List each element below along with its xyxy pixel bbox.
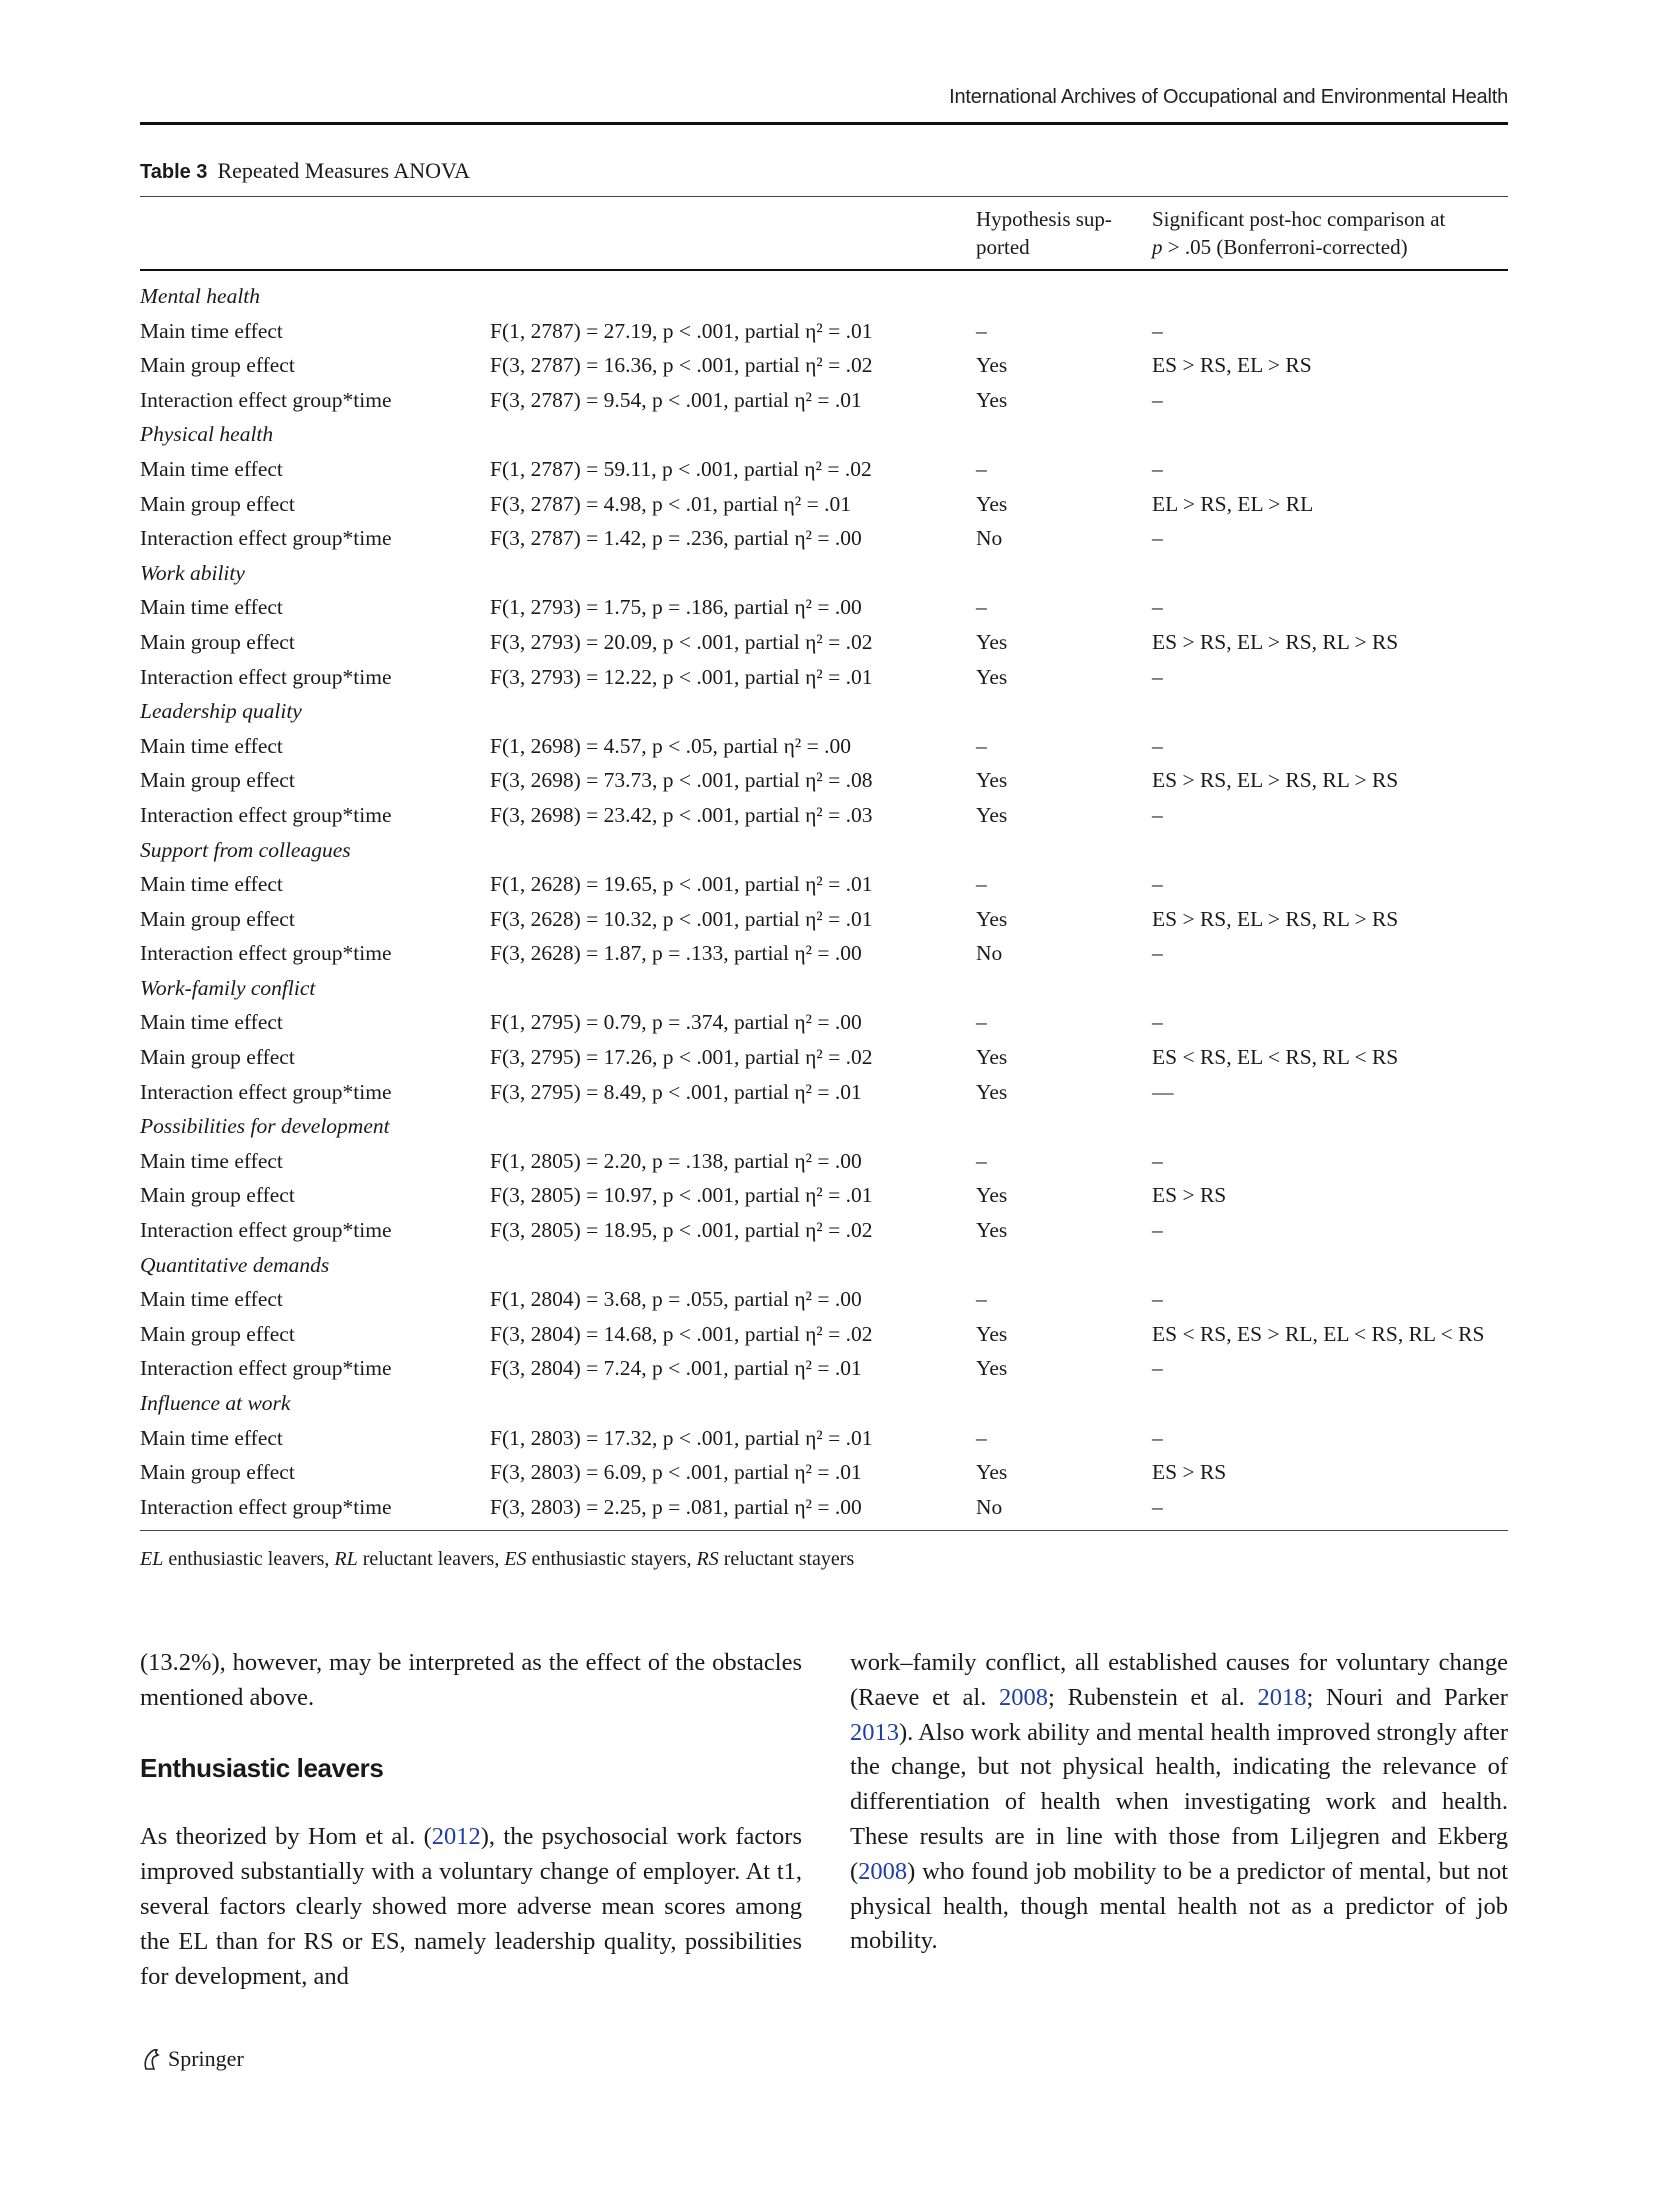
cell-statistic: F(3, 2787) = 16.36, p < .001, partial η² = .02 [490,353,873,378]
cell-posthoc: – [1152,1425,1163,1450]
cell-hypothesis: Yes [976,1321,1008,1346]
cell-posthoc: – [1152,941,1163,966]
table-header [140,197,1508,269]
table-row [140,348,1508,383]
cell-effect: Main group effect [140,768,295,793]
cell-posthoc: – [1152,1287,1163,1312]
cell-effect: Main time effect [140,318,283,343]
cell-posthoc: – [1152,1010,1163,1035]
cell-variable: Leadership quality [140,699,302,724]
cell-hypothesis: No [976,526,1003,551]
cell-statistic: F(3, 2793) = 12.22, p < .001, partial η² = .01 [490,664,873,689]
cell-posthoc: ES > RS, EL > RS, RL > RS [1152,906,1399,931]
col-header-posthoc [1152,205,1508,261]
citation-link[interactable]: 2012 [431,1823,481,1851]
cell-variable: Physical health [140,422,274,447]
abbreviation-definition: enthusiastic leavers, [163,1548,335,1570]
right-column [850,1646,1508,1959]
cell-hypothesis: No [976,941,1003,966]
cell-posthoc: – [1152,526,1163,551]
cell-hypothesis: Yes [976,491,1008,516]
table-label: Table 3 [140,161,208,183]
cell-effect: Main group effect [140,1321,295,1346]
cell-hypothesis: No [976,1494,1003,1519]
table-row [140,660,1508,695]
cell-statistic: F(1, 2787) = 59.11, p < .001, partial η² = .02 [490,456,872,481]
abbreviation: ES [504,1548,527,1570]
cell-effect: Main time effect [140,456,283,481]
cell-statistic: F(1, 2628) = 19.65, p < .001, partial η² = .01 [490,872,873,897]
citation-link[interactable]: 2018 [1257,1683,1307,1711]
table-row [140,1317,1508,1352]
paragraph: (13.2%), however, may be interpreted as the effect of the obstacles mentioned above. [140,1649,802,1711]
cell-statistic: F(3, 2787) = 9.54, p < .001, partial η² = .01 [490,387,862,412]
citation-link[interactable]: 2008 [999,1683,1049,1711]
cell-effect: Main group effect [140,629,295,654]
table-row [140,1178,1508,1213]
table-section-row [140,417,1508,452]
cell-hypothesis: – [976,595,987,620]
table-row [140,902,1508,937]
table-row [140,936,1508,971]
cell-statistic: F(1, 2803) = 17.32, p < .001, partial η² = .01 [490,1425,873,1450]
cell-variable: Support from colleagues [140,837,351,862]
cell-effect: Interaction effect group*time [140,802,392,827]
cell-statistic: F(3, 2795) = 8.49, p < .001, partial η² = .01 [490,1079,862,1104]
cell-variable: Work-family conflict [140,975,316,1000]
cell-hypothesis: Yes [976,906,1008,931]
cell-effect: Main time effect [140,1425,283,1450]
cell-statistic: F(3, 2803) = 6.09, p < .001, partial η² = .01 [490,1460,862,1485]
cell-posthoc: ES > RS, EL > RS, RL > RS [1152,768,1399,793]
cell-effect: Interaction effect group*time [140,1079,392,1104]
abbreviation: EL [140,1548,164,1570]
table-section-row [140,556,1508,591]
cell-posthoc: – [1152,1148,1163,1173]
cell-effect: Interaction effect group*time [140,941,392,966]
cell-hypothesis: Yes [976,664,1008,689]
cell-hypothesis: – [976,1148,987,1173]
table-row [140,798,1508,833]
cell-statistic: F(3, 2804) = 14.68, p < .001, partial η² = .02 [490,1321,873,1346]
cell-posthoc: – [1152,802,1163,827]
table-row [140,1040,1508,1075]
cell-effect: Main group effect [140,1045,295,1070]
abbreviation-definition: reluctant stayers [718,1548,855,1570]
cell-posthoc: ES < RS, ES > RL, EL < RS, RL < RS [1152,1321,1485,1346]
cell-posthoc: – [1152,595,1163,620]
abbreviation-definition: enthusiastic stayers, [526,1548,697,1570]
table-row [140,314,1508,349]
table-caption [140,158,470,184]
cell-effect: Main time effect [140,872,283,897]
paragraph: As theorized by Hom et al. (2012), the psychosocial work factors improved substantially with a voluntary change of employer. At t1, several factors clearly showed more adverse mean scores among the EL than for RS or ES, namely leadership quality, possibilities for development, and [140,1823,802,1990]
cell-effect: Interaction effect group*time [140,1494,392,1519]
cell-posthoc: – [1152,872,1163,897]
table-section-row [140,1109,1508,1144]
abbreviation-definition: reluctant leavers, [357,1548,505,1570]
cell-effect: Interaction effect group*time [140,526,392,551]
table-row [140,383,1508,418]
cell-hypothesis: Yes [976,802,1008,827]
publisher-name: Springer [168,2046,244,2071]
cell-statistic: F(3, 2805) = 18.95, p < .001, partial η² = .02 [490,1218,873,1243]
table-row [140,1282,1508,1317]
table-row [140,590,1508,625]
cell-hypothesis: Yes [976,768,1008,793]
cell-statistic: F(3, 2787) = 1.42, p = .236, partial η² = .00 [490,526,862,551]
cell-hypothesis: Yes [976,353,1008,378]
cell-hypothesis: Yes [976,629,1008,654]
table-section-row [140,694,1508,729]
cell-posthoc: – [1152,664,1163,689]
table-row [140,452,1508,487]
cell-effect: Main group effect [140,491,295,516]
cell-effect: Main time effect [140,595,283,620]
cell-hypothesis: – [976,1010,987,1035]
cell-posthoc: – [1152,387,1163,412]
cell-statistic: F(1, 2698) = 4.57, p < .05, partial η² = .00 [490,733,852,758]
table-section-row [140,1386,1508,1421]
cell-effect: Main time effect [140,733,283,758]
cell-hypothesis: Yes [976,1356,1008,1381]
cell-statistic: F(3, 2628) = 1.87, p = .133, partial η² = .00 [490,941,862,966]
cell-posthoc: – [1152,733,1163,758]
cell-hypothesis: Yes [976,387,1008,412]
table-row [140,867,1508,902]
table-bottom-rule [140,1530,1508,1531]
cell-effect: Main group effect [140,353,295,378]
table-row [140,1455,1508,1490]
cell-hypothesis: – [976,733,987,758]
table-row [140,1213,1508,1248]
cell-effect: Main time effect [140,1148,283,1173]
abbreviation: RS [696,1548,719,1570]
cell-statistic: F(1, 2787) = 27.19, p < .001, partial η² = .01 [490,318,873,343]
cell-effect: Interaction effect group*time [140,1356,392,1381]
table-section-row [140,833,1508,868]
cell-effect: Main time effect [140,1287,283,1312]
table-row [140,763,1508,798]
cell-variable: Mental health [140,284,261,308]
cell-effect: Interaction effect group*time [140,387,392,412]
table-row [140,521,1508,556]
table-title: Repeated Measures ANOVA [217,158,470,183]
cell-effect: Main group effect [140,1183,295,1208]
cell-posthoc: ES > RS [1152,1183,1227,1208]
cell-effect: Interaction effect group*time [140,664,392,689]
cell-hypothesis: Yes [976,1079,1008,1104]
cell-effect: Main group effect [140,906,295,931]
cell-posthoc: – [1152,1356,1163,1381]
table-row [140,1075,1508,1110]
table-row [140,1421,1508,1456]
left-column [140,1646,802,1994]
cell-posthoc: EL > RS, EL > RL [1152,491,1314,516]
table-row [140,487,1508,522]
table-row [140,1144,1508,1179]
cell-statistic: F(3, 2804) = 7.24, p < .001, partial η² = .01 [490,1356,862,1381]
table-section-row [140,279,1508,314]
cell-posthoc: – [1152,318,1163,343]
cell-variable: Possibilities for development [140,1114,390,1139]
cell-statistic: F(1, 2804) = 3.68, p = .055, partial η² = .00 [490,1287,862,1312]
cell-effect: Main group effect [140,1460,295,1485]
posthoc-header-rest: > .05 (Bonferroni-corrected) [1162,235,1408,259]
cell-posthoc: – [1152,1494,1163,1519]
cell-statistic: F(3, 2793) = 20.09, p < .001, partial η² = .02 [490,629,873,654]
cell-hypothesis: – [976,456,987,481]
cell-hypothesis: – [976,318,987,343]
cell-hypothesis: Yes [976,1460,1008,1485]
cell-hypothesis: Yes [976,1218,1008,1243]
paragraph: work–family conflict, all established causes for voluntary change (Raeve et al. 2008; Rubenstein et al. 2018; Nouri and Parker 2013). Also work ability and mental health improved strongly after the change, but not physical health, indicating the relevance of differentiation of health when investigating work and health. These results are in line with those from Liljegren and Ekberg (2008) who found job mobility to be a predictor of mental, but not physical health, though mental health not as a predictor of job mobility. [850,1649,1508,1955]
cell-posthoc: ES > RS, EL > RS, RL > RS [1152,629,1399,654]
cell-statistic: F(1, 2795) = 0.79, p = .374, partial η² = .00 [490,1010,862,1035]
cell-statistic: F(3, 2803) = 2.25, p = .081, partial η² = .00 [490,1494,862,1519]
cell-posthoc: ES < RS, EL < RS, RL < RS [1152,1045,1399,1070]
cell-statistic: F(3, 2805) = 10.97, p < .001, partial η² = .01 [490,1183,873,1208]
journal-title: International Archives of Occupational and Environmental Health [949,86,1508,108]
posthoc-header-line1: Significant post-hoc comparison at [1152,207,1446,231]
cell-statistic: F(3, 2628) = 10.32, p < .001, partial η² = .01 [490,906,873,931]
cell-posthoc: – [1152,456,1163,481]
cell-posthoc: – [1152,1218,1163,1243]
table-row [140,1005,1508,1040]
cell-statistic: F(3, 2795) = 17.26, p < .001, partial η² = .02 [490,1045,873,1070]
cell-posthoc: ES > RS, EL > RS [1152,353,1312,378]
table-footnote [140,1548,854,1571]
cell-statistic: F(3, 2698) = 23.42, p < .001, partial η² = .03 [490,802,873,827]
col-header-hypothesis: Hypothesis sup- ported [976,207,1112,259]
cell-posthoc: ES > RS [1152,1460,1227,1485]
table-row [140,1351,1508,1386]
cell-effect: Interaction effect group*time [140,1218,392,1243]
citation-link[interactable]: 2013 [850,1718,899,1746]
table-section-row [140,1248,1508,1283]
cell-hypothesis: – [976,1287,987,1312]
cell-variable: Work ability [140,560,245,585]
abbreviation: RL [334,1548,358,1570]
anova-table [140,196,1508,1531]
cell-variable: Influence at work [140,1391,291,1415]
cell-hypothesis: Yes [976,1183,1008,1208]
table-section-row [140,971,1508,1006]
table-row [140,625,1508,660]
cell-hypothesis: – [976,872,987,897]
cell-hypothesis: – [976,1425,987,1450]
posthoc-header-p: p [1152,235,1163,259]
cell-hypothesis: Yes [976,1045,1008,1070]
header-rule [140,122,1508,125]
cell-statistic: F(1, 2793) = 1.75, p = .186, partial η² = .00 [490,595,862,620]
cell-statistic: F(1, 2805) = 2.20, p = .138, partial η² = .00 [490,1148,862,1173]
cell-statistic: F(3, 2787) = 4.98, p < .01, partial η² = .01 [490,491,852,516]
cell-statistic: F(3, 2698) = 73.73, p < .001, partial η² = .08 [490,768,873,793]
page-footer [140,2046,244,2072]
springer-horse-icon [140,2047,162,2071]
table-body [140,271,1508,1530]
table-row [140,1490,1508,1525]
cell-effect: Main time effect [140,1010,283,1035]
table-row [140,729,1508,764]
cell-posthoc: — [1152,1079,1174,1104]
section-heading: Enthusiastic leavers [140,1752,384,1783]
citation-link[interactable]: 2008 [858,1857,908,1885]
cell-variable: Quantitative demands [140,1252,330,1277]
